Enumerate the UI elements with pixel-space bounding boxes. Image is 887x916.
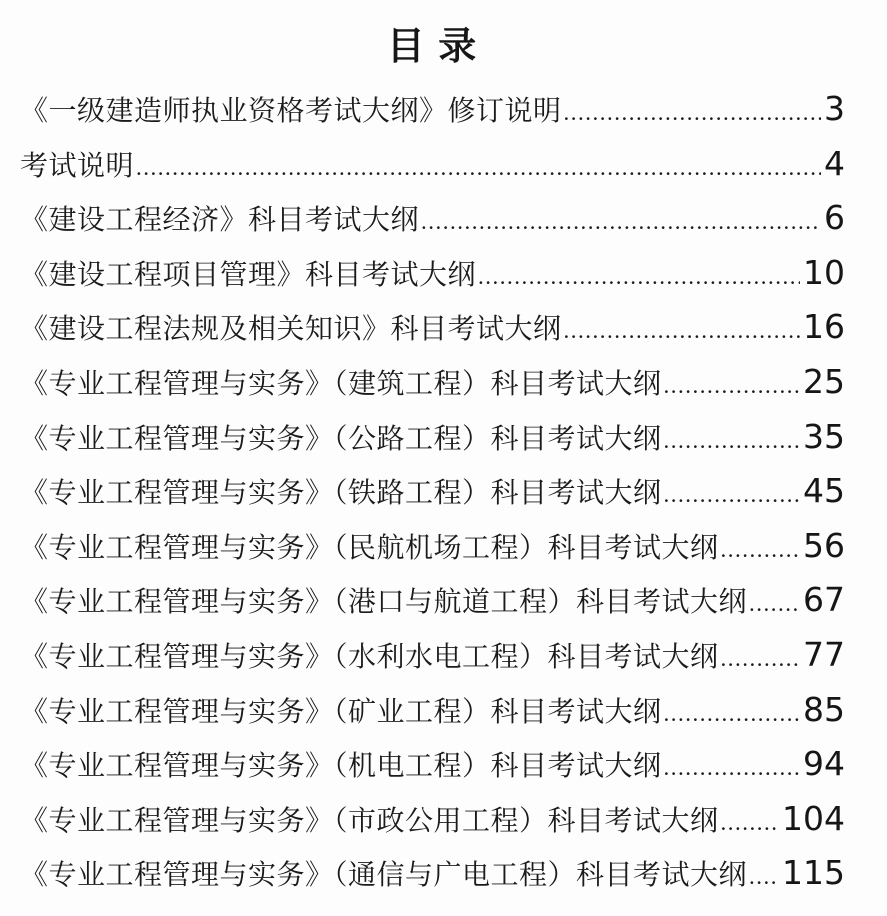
page-title: 目 录: [386, 26, 479, 68]
toc-entry: [20, 246, 845, 301]
toc-entry-page: 3: [824, 89, 845, 128]
toc-entry-label: 考试说明: [20, 150, 135, 182]
toc-entry-page: 4: [824, 143, 845, 183]
toc-entry-label: 《建设工程项目管理》科目考试大纲: [20, 259, 477, 291]
toc-entry: [20, 519, 845, 574]
toc-entry-page: 35: [803, 416, 845, 456]
toc-entry-label: 《专业工程管理与实务》（公路工程）科目考试大纲: [20, 423, 662, 455]
toc-entry-label: 《专业工程管理与实务》（通信与广电工程）科目考试大纲: [20, 860, 748, 892]
toc-entry-page: 16: [803, 307, 845, 347]
toc-entry-page: 56: [803, 525, 845, 565]
toc-entry-label: 《专业工程管理与实务》（矿业工程）科目考试大纲: [20, 696, 662, 728]
toc-leader-dots: [749, 577, 800, 632]
toc-leader-dots: [664, 359, 800, 414]
toc-entry-page: 25: [803, 361, 845, 401]
toc-leader-dots: [664, 468, 800, 523]
toc-leader-dots: [721, 523, 800, 578]
toc-entry: [20, 464, 845, 519]
toc-entry-label: 《专业工程管理与实务》（铁路工程）科目考试大纲: [20, 478, 662, 510]
toc-leader-dots: [664, 687, 800, 742]
toc-entry-page: 6: [824, 198, 845, 238]
toc-entry-page: 45: [803, 471, 845, 511]
toc-entry-page: 77: [803, 634, 845, 674]
toc-entry: [20, 573, 845, 628]
toc-entry-page: 94: [803, 744, 845, 784]
toc-leader-dots: [564, 86, 821, 141]
toc-leader-dots: [564, 304, 800, 359]
toc-entry: [20, 792, 845, 847]
toc-entry-label: 《专业工程管理与实务》（民航机场工程）科目考试大纲: [20, 532, 719, 564]
toc-entry-label: 《建设工程法规及相关知识》科目考试大纲: [20, 314, 562, 346]
toc-entry-label: 《建设工程经济》科目考试大纲: [20, 205, 420, 237]
toc-entry: [20, 355, 845, 410]
toc-entry-label: 《专业工程管理与实务》（水利水电工程）科目考试大纲: [20, 641, 719, 673]
toc-entry: [20, 683, 845, 738]
toc-leader-dots: [421, 195, 821, 250]
toc-entry: [20, 846, 845, 901]
toc-leader-dots: [664, 741, 800, 796]
toc-entry: [20, 410, 845, 465]
toc-leader-dots: [664, 414, 800, 469]
toc-entry-page: 115: [782, 853, 845, 893]
toc-entry: [20, 82, 845, 137]
toc-entry-page: 104: [782, 798, 845, 838]
toc-leader-dots: [478, 250, 800, 305]
toc-entry: [20, 737, 845, 792]
toc-entry-label: 《专业工程管理与实务》（机电工程）科目考试大纲: [20, 751, 662, 783]
toc-entry-label: 《一级建造师执业资格考试大纲》修订说明: [20, 96, 562, 127]
toc-entry-page: 67: [803, 580, 845, 620]
toc-entry: [20, 191, 845, 246]
toc-list: [20, 82, 845, 901]
toc-leader-dots: [721, 632, 800, 687]
toc-entry: [20, 137, 845, 192]
toc-entry-label: 《专业工程管理与实务》（港口与航道工程）科目考试大纲: [20, 587, 748, 619]
toc-entry-label: 《专业工程管理与实务》（建筑工程）科目考试大纲: [20, 368, 662, 400]
toc-entry: [20, 300, 845, 355]
toc-leader-dots: [136, 141, 821, 196]
toc-entry-page: 10: [803, 252, 845, 292]
toc-entry: [20, 628, 845, 683]
toc-entry-page: 85: [803, 689, 845, 729]
toc-entry-label: 《专业工程管理与实务》（市政公用工程）科目考试大纲: [20, 805, 719, 837]
toc-leader-dots: [749, 850, 779, 905]
toc-leader-dots: [721, 796, 779, 851]
